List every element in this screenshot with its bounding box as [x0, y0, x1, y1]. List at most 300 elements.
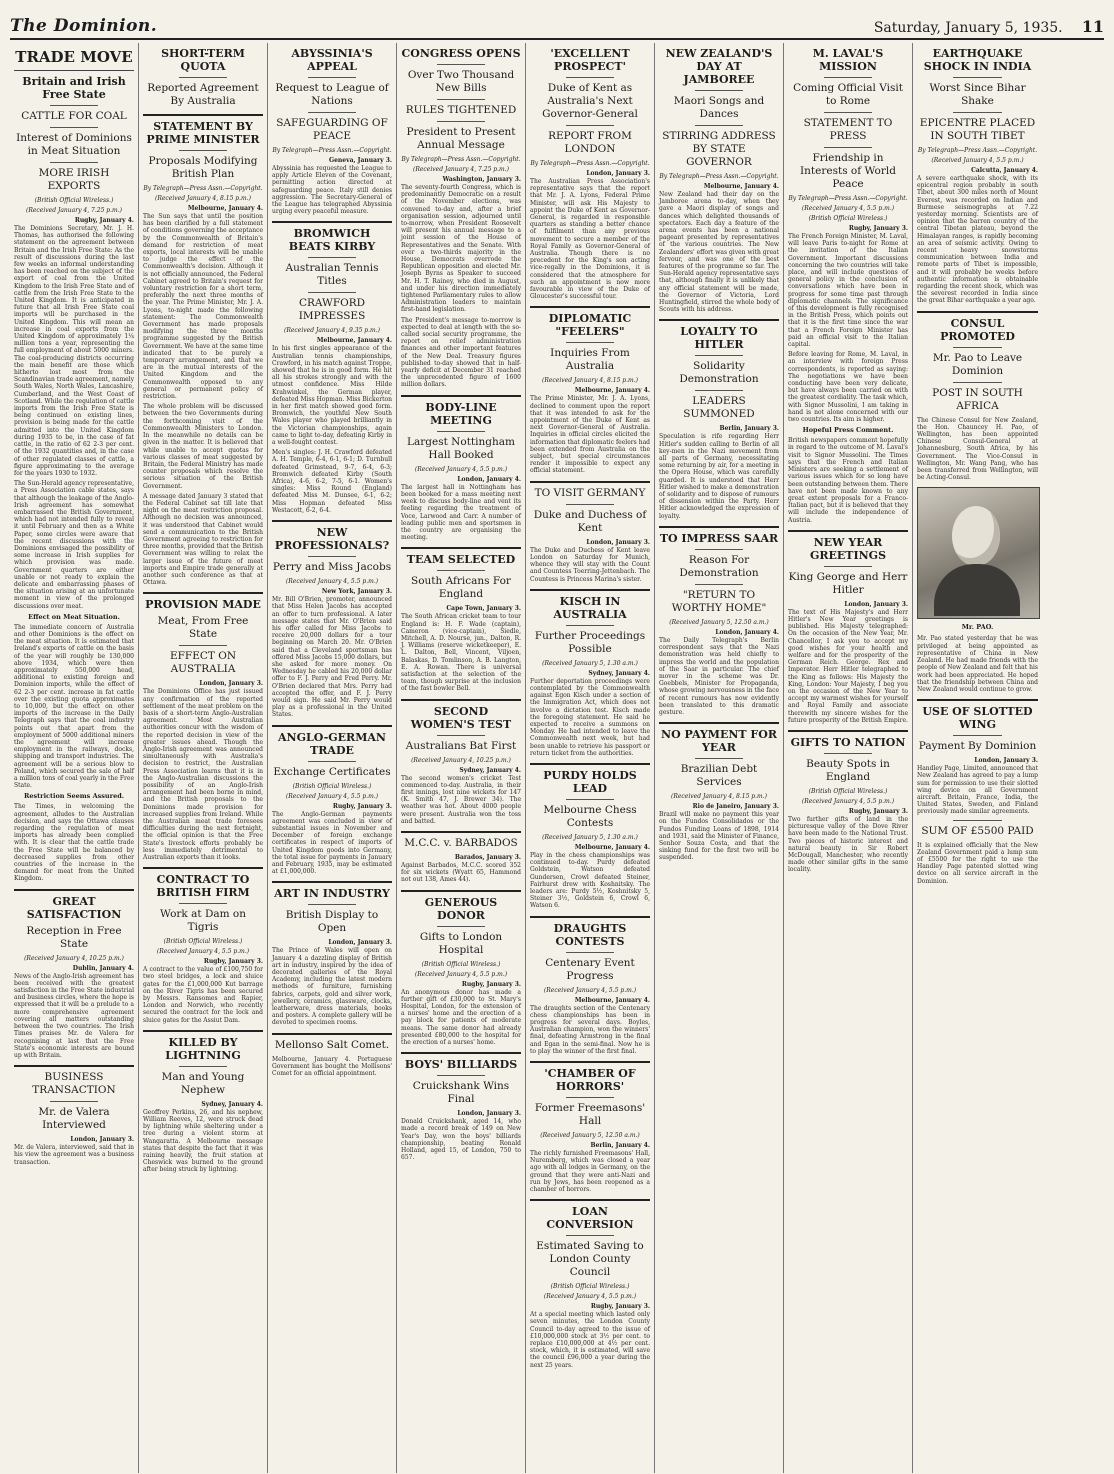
divider [788, 530, 908, 532]
subheadline: Request to League of Nations [275, 82, 389, 107]
headline: BROMWICH BEATS KIRBY [288, 227, 376, 254]
headline: TEAM SELECTED [406, 553, 516, 567]
divider [695, 549, 743, 550]
divider [179, 77, 227, 78]
credit-line: (Received January 4, 5.5 p.m.) [801, 205, 895, 212]
subheadline: Further Proceedings Possible [534, 629, 646, 655]
divider [143, 592, 263, 594]
headline: KILLED BY LIGHTNING [165, 1035, 241, 1062]
credit-line: (Received January 4, 5.5 p.m.) [801, 797, 895, 805]
divider [401, 890, 521, 892]
subheadline: Cruickshank Wins Final [412, 1080, 510, 1106]
subheadline: Duke of Kent as Australia's Next Governor-General [542, 82, 638, 120]
headline: TO IMPRESS SAAR [659, 531, 779, 545]
credit-line: (Received January 4, 10.25 p.m.) [24, 954, 124, 962]
headline: 'EXCELLENT PROSPECT' [550, 47, 630, 73]
page-number: 11 [1081, 17, 1104, 36]
article-body: Against Barbados, M.C.C. scored 352 for six wickets (Wyatt 65, Hammond not out 138, Ames 44). [401, 861, 521, 884]
divider [566, 799, 614, 800]
portrait-suit [934, 564, 1020, 616]
article-body: News of the Anglo-Irish agreement has been received with the greatest satisfaction in the Free State industrial and business circles, where the hope is expressed that it will be a prelude to a more comprehensive agreement covering all matters outstanding between the two countries. The Irish Times praises Mr. de Valera for recognising at last that the Free State's economic interests are bound up with Britain. [14, 972, 134, 1059]
dateline: Cape Town, January 3. [446, 605, 521, 613]
subheadline: Mr. de Valera Interviewed [38, 1106, 110, 1132]
article-body: Brazil will make no payment this year on the Fundos Consolidados or the Fundos Funding Loans of 1898, 1914 and 1931, said the Minister of Finance, Senhor Souza Costa, and that the sinking fund for the first two will be suspended. [659, 811, 779, 862]
dateline: Melbourne, January 4. [316, 337, 392, 345]
headline: DIPLOMATIC "FEELERS" [548, 312, 632, 339]
dateline: Rugby, January 3. [848, 807, 908, 815]
credit-line: (Received January 4, 5.5 p.m.) [931, 157, 1024, 164]
divider [272, 221, 392, 223]
column-3 [268, 43, 397, 1473]
divider [659, 526, 779, 528]
subheadline: Mellonso Salt Comet. [274, 1038, 390, 1051]
subheadline: Gifts to London Hospital [419, 930, 503, 956]
headline: GREAT SATISFACTION [26, 894, 122, 921]
dateline: London, January 3. [586, 538, 650, 546]
subheadline: Former Freemasons' Hall [534, 1101, 646, 1127]
divider [659, 319, 779, 321]
headline: BODY-LINE MEETING [425, 400, 497, 427]
article-body: The immediate concern of Australia and other Dominions is the effect on the meat situation. It is estimated that Ireland's exports of cattle on the basis of the year will roughly be 130,000 above 1934, which were then approximately 550,000 head, additional to existing foreign and Dominion imports, while the effect of 62 2-3 per cent. increase in fat cattle over the existing quota approximates to 10,000, but the effect on other imports of the increase in the Daily Telegraph says that the coal industry points out that apart from the employment of 5000 additional miners the agreement will increase employment in the railways, docks, shipping and transport industries. The agreement will be a serious blow to Poland, which secured the sale of half a million tons of coal yearly in the Free State. [14, 623, 134, 790]
dateline: London, January 3. [199, 680, 263, 688]
article-body: The Duke and Duchess of Kent leave London on Saturday for Munich, whence they will stay with the Count and Countess Toerring-Jettenbach. The Countess is Princess Marina's sister. [530, 546, 650, 583]
divider [143, 114, 263, 116]
credit-line: (Received January 5, 12.50 a.m.) [669, 618, 769, 626]
divider [566, 1097, 614, 1098]
divider [401, 1052, 521, 1054]
headline: GIFTS TO NATION [790, 735, 906, 749]
subheadline: Brazilian Debt Services [680, 763, 758, 789]
subheadline: Reported Agreement By Australia [147, 82, 259, 107]
columns [10, 43, 1104, 1473]
subheadline: "RETURN TO WORTHY HOME" [671, 588, 767, 614]
article-body: The Sun-Herald agency representative, a Press Association cable states, says that although the leakage of the Anglo-Irish agreement has somewhat embarrassed the British Government, which had not intended fully to reveal it until February and then as a White Paper, some circles were aware that the recent discussions with the Dominions envisaged the possibility of some increase in Irish supplies for which provision was made. Government quarters are either unable or not ready to explain the delicate and embarrassing phases of the situation arising at an unfortunate moment in view of the prolonged discussions over meat. [14, 480, 134, 610]
article-body: Men's singles: J. H. Crawford defeated A. H. Temple, 6-4, 6-1, 6-1; D. Turnbull defeated Grimstead, 9-7, 6-4, 6-3; Bromwich defeated Kirby (South Africa), 4-6, 6-2, 7-5, 6-1. Women's singles: Miss Round (England) defeated Miss M. Dunsee, 6-1, 6-2; Miss Hopman defeated Miss Westacott, 6-2, 6-4. [272, 449, 392, 514]
article-body: Melbourne, January 4. Portuguese Government has bought the Mollisons' Comet for an official appointment. [272, 1055, 392, 1078]
subheadline: LEADERS SUMMONED [683, 395, 755, 421]
subheadline: BUSINESS TRANSACTION [32, 1071, 116, 1097]
article-body: The draughts section of the Centenary chess championships has been in progress for several days. Boyles, Australian champion, won the winners' final, defeating Armstrong in the final and Egan in the semi-final. Now he is to play the winner of the first final. [530, 1004, 650, 1055]
divider [695, 90, 743, 91]
article-body: The second women's cricket Test commenced to-day. Australia, in their first innings, lost nine wickets for 147 (K. Smith 47, J. Brewer 34). The weather was hot. About 4000 people were present. Australia won the toss and batted. [401, 774, 521, 825]
headline: SHORT-TERM QUOTA [161, 47, 245, 73]
divider [308, 761, 356, 762]
column-1 [10, 43, 139, 1473]
article-body: New Zealand had their day on the Jamboree arena to-day, when they gave a Maori display of songs and dances which delighted thousands of spectators. Each day a feature of the arena events has been a national pageant presented by representatives of the various countries. The New Zealanders' effort was given with great fervour, and was one of the best features of the programme so far. The Sun-Herald agency representative says that, although finally it is unlikely that any official statement will be made, the Governor of Victoria, Lord Huntingfield, stirred the whole body of Scouts with his address. [659, 191, 779, 314]
dateline: Rugby, January 3. [590, 1303, 650, 1311]
divider [437, 926, 485, 927]
headline: SECOND WOMEN'S TEST [410, 704, 512, 731]
credit-line: (Received January 5, 1.30 a.m.) [542, 833, 638, 841]
dateline: London, January 3. [457, 1110, 521, 1118]
article-body: Abyssinia has requested the League to apply Article Eleven of the Covenant, permitting action directed at safeguarding peace. Italy still denies aggression. The Secretary-General of the League has telegraphed Abyssinia urging every peaceful measure. [272, 165, 392, 216]
article-body: An anonymous donor has made a further gift of £30,000 to St. Mary's Hospital, London, for the extension of a nurses' home and the erection of a pay block for patients of moderate means. The same donor had already presented £80,000 to the hospital for the erection of a nurses' home. [401, 988, 521, 1046]
subheadline: Beauty Spots in England [806, 757, 890, 783]
portrait-face [952, 506, 1000, 566]
divider [401, 699, 521, 701]
headline: GENEROUS DONOR [424, 895, 498, 922]
dateline: Sydney, January 4. [459, 766, 521, 774]
divider [953, 382, 1001, 383]
divider [659, 722, 779, 724]
article-body: Further deportation proceedings were contemplated by the Commonwealth against Egon Kisch under a section of the Immigration Act, which does not involve a dictation test. Kisch made the foregoing statement. He said he expected to receive a summons on Monday. He had intended to leave the Commonwealth next week, but had been unable to retrieve his passport or return ticket from the authorities. [530, 677, 650, 757]
article-body: A message dated January 3 stated that the Federal Cabinet sat till late that night on the meat restriction proposal. Although no decision was announced, it was understood that Cabinet would send a communication to the British Government agreeing to restriction for three months, provided that the British Government was willing to relax the larger issue of the future of meat imports and Empire trade generally at another such conference as that at Ottawa. [143, 492, 263, 587]
subheadline: RULES TIGHTENED [405, 104, 517, 116]
dateline: Melbourne, January 4. [574, 387, 650, 395]
divider [179, 903, 227, 904]
divider [566, 504, 614, 505]
dateline: London, January 3. [328, 939, 392, 947]
headline: ART IN INDUSTRY [274, 887, 390, 901]
divider [272, 1033, 392, 1035]
subheadline: Over Two Thousand New Bills [407, 69, 515, 94]
divider [953, 735, 1001, 736]
credit-line: (British Official Wireless.) [421, 960, 501, 968]
subheadline: SAFEGUARDING OF PEACE [276, 117, 388, 142]
credit-line: By Telegraph—Press Assn.—Copyright. [530, 160, 650, 167]
newspaper-name: The Dominion. [10, 16, 158, 36]
divider [695, 355, 743, 356]
dateline: London, January 4. [457, 475, 521, 483]
dateline: Rugby, January 4. [74, 217, 134, 224]
article-body: British newspapers comment hopefully in regard to the outcome of M. Laval's visit to Signor Mussolini. The Times says that the French and Italian Ministers are seeking a settlement of various issues which for so long have been outstanding between them. There have not been made known to any great extent proposals for a Franco-Italian pact, but it is believed that they will include the independence of Austria. [788, 437, 908, 524]
article-body: Before leaving for Rome, M. Laval, in an interview with foreign Press correspondents, is reported as saying: The negotiations we have been conducting have been very delicate, but have always been carried on with the greatest cordiality. The task which, with Signor Mussolini, I am taking in hand is not alone concerned with our two countries. Its aim is higher. [788, 351, 908, 424]
article-body: The Dominions Office has just issued any confirmation of the reported settlement of the meat problem on the basis of a short-term Anglo-Australian agreement. Most Australian authorities concur with the wisdom of the reported decision in view of the greater issues ahead. Though the Anglo-Irish agreement was announced simultaneously with Australia's decision to restrict, the Australian Press Association learns that it is in the Anglo-Australian discussions the possibility of an Anglo-Irish arrangement had been borne in mind, and the British proposals to the Dominions made provision for increased supplies from Ireland. While the Australian meat trade foresees difficulties during the next fortnight, the official opinion is that the Free State's livestock efforts probably be less immediately detrimental to Australian exports than it looks. [143, 688, 263, 862]
divider [566, 952, 614, 953]
credit-line: (Received January 4, 8.15 p.m.) [542, 377, 638, 385]
dateline: Rugby, January 3. [332, 802, 392, 810]
divider [308, 904, 356, 905]
divider [437, 431, 485, 432]
headline: LOYALTY TO HITLER [680, 325, 758, 352]
dateline: Rio de Janeiro, January 3. [692, 803, 779, 811]
dateline: London, January 3. [974, 757, 1038, 765]
headline: CONSUL PROMOTED [940, 316, 1015, 343]
dateline: Sydney, January 4. [588, 669, 650, 677]
divider [14, 889, 134, 891]
credit-line: (British Official Wireless.) [808, 787, 888, 795]
headline: 'CHAMBER OF HORRORS' [544, 1066, 636, 1093]
headline: KISCH IN AUSTRALIA [553, 594, 627, 621]
divider [50, 162, 98, 163]
dateline: London, January 3. [586, 170, 650, 177]
divider [566, 625, 614, 626]
article-body: The Prince of Wales will open on January 4 a dazzling display of British art in industry, inspired by the idea of decorated galleries of the Royal Academy, including the latest modern methods of furniture, furnishing fabrics, carpets, gold and silver work, jewellery, ceramics, glassware, clocks, leatherware, dress materials, books and posters. A complete gallery will be devoted to specimen rooms. [272, 947, 392, 1027]
dateline: London, January 3. [844, 600, 908, 608]
divider [50, 105, 98, 106]
divider [953, 347, 1001, 348]
credit-line: (Received January 4, 5.5 p.m.) [156, 948, 250, 956]
divider [272, 881, 392, 883]
divider [530, 763, 650, 765]
photo-caption: Mr. PAO. [961, 623, 994, 632]
headline: USE OF SLOTTED WING [922, 705, 1033, 732]
divider [437, 64, 485, 65]
divider [530, 916, 650, 918]
divider [788, 730, 908, 732]
article-body: Speculation is rife regarding Herr Hitler's sudden calling to Berlin of all key-men in the Nazi movement from all parts of Germany, necessitating some returning by air, for a meeting in the Opera House, which was carefully guarded. It is understood that Herr Hitler wished to make a demonstration of solidarity and to dispose of rumours of dissension within the Party. Herr Hitler acknowledged the expression of loyalty. [659, 433, 779, 520]
subheadline: CRAWFORD IMPRESSES [298, 297, 366, 323]
credit-line: (British Official Wireless.) [808, 215, 888, 222]
article-body: The Times, in welcoming the agreement, alludes to the Australian decision, and says the Ottawa clauses regarding the regulation of meat imports has already been complied with. It is clear that the cattle trade the Free State will be balanced by decreased supplies from other countries of the increase in the demand for meat from the United Kingdom. [14, 803, 134, 883]
issue-date: Saturday, January 5, 1935. [873, 20, 1063, 36]
divider [308, 292, 356, 293]
article-body: The Anglo-German payments agreement was concluded in view of substantial issues in November and December of foreign exchange certificates in respect of imports of United Kingdom goods into Germany, the total issue for payments in January and February, 1935, may be estimated at £1,000,000. [272, 810, 392, 876]
section-subhead: Restriction Seems Assured. [23, 792, 125, 801]
dateline: Sydney, January 4. [201, 1100, 263, 1108]
divider [50, 1101, 98, 1102]
article-body: The text of His Majesty's and Herr Hitler's New Year greetings is published. His Majesty telegraphed: On the occasion of the New Year, Mr. Chancellor, I ask you to accept my good wishes for your health and welfare and for the prosperity of the German Reich. George. Rex and Imperator. Herr Hitler telegraphed to the King as follows: His Majesty the King, London: Your Majesty, I beg you on the occasion of the New Year to accept my warmest wishes for yourself and Royal Family and associate therewith my sincere wishes for the future prosperity of the British Empire. [788, 608, 908, 724]
divider [437, 735, 485, 736]
headline: DRAUGHTS CONTESTS [553, 921, 627, 948]
subheadline: Solidarity Demonstration [679, 360, 759, 386]
subheadline: Exchange Certificates [273, 765, 391, 778]
subheadline: EFFECT ON AUSTRALIA [169, 650, 237, 676]
subheadline: MORE IRISH EXPORTS [38, 167, 110, 192]
divider [530, 1199, 650, 1201]
headline: PURDY HOLDS LEAD [543, 768, 637, 795]
subheadline: Friendship in Interests of World Peace [800, 152, 896, 190]
credit-line: By Telegraph—Press Assn.—Copyright. [143, 185, 263, 192]
headline: Britain and Irish Free State [22, 75, 126, 101]
column-2 [139, 43, 268, 1473]
subheadline: Reason For Demonstration [679, 553, 759, 579]
dateline: Melbourne, January 4. [187, 205, 263, 212]
headline: LOAN CONVERSION [546, 1205, 634, 1232]
divider [401, 547, 521, 549]
divider [824, 566, 872, 567]
article-body: The Prime Minister, Mr. J. A. Lyons, declined to comment upon the report that it was intended to ask for the appointment of the Duke of Kent as next Governor-General of Australia. Inquiries in official circles elicited the information that diplomatic feelers had been extended from Australia on the subject, but special circumstances render it impossible to expect any official statement. [530, 395, 650, 475]
credit-line: By Telegraph—Press Assn.—Copyright. [401, 156, 521, 163]
article-body: Play in the chess championships was continued to-day. Purdy defeated Goldstein, Watson defeated Gundersen, Crowl defeated Steiner, Fairhurst drew with Koshnitsky. The leaders are: Purdy 5½, Koshnitsky 5, Steiner 3½, Goldstein 6, Crowl 6, Watson 6. [530, 851, 650, 910]
subheadline: M.C.C. v. BARBADOS [404, 836, 518, 849]
headline: BOYS' BILLIARDS [404, 1058, 518, 1072]
dateline: Berlin, January 3. [719, 425, 779, 433]
divider [917, 311, 1038, 313]
subheadline: Coming Official Visit to Rome [793, 82, 903, 107]
credit-line: (Received January 5, 1.30 a.m.) [542, 659, 638, 667]
subheadline: Centenary Event Progress [545, 956, 635, 982]
subheadline: Australian Tennis Titles [285, 262, 379, 288]
divider [179, 645, 227, 646]
subheadline: Proposals Modifying British Plan [148, 155, 258, 180]
credit-line: (Received January 4, 5.5 p.m.) [543, 986, 637, 994]
credit-line: (Received January 4, 7.25 p.m.) [413, 166, 509, 173]
article-body: Mr. de Valera, interviewed, said that in his view the agreement was a business transaction. [14, 1144, 134, 1166]
column-8 [913, 43, 1042, 1473]
article-body: It is explained officially that the New Zealand Government paid a lump sum of £5500 for the right to use the Handley Page patented slotted wing device on all service aircraft in the Dominion. [917, 841, 1038, 885]
article-body: Handley Page, Limited, announced that New Zealand has agreed to pay a lump sum for permission to use their slotted wing device on all Government aircraft. Britain, France, India, the United States, Sweden, and Finland previously made similar agreements. [917, 765, 1038, 816]
subheadline: Melbourne Chess Contests [543, 803, 637, 829]
dateline: London, January 3. [70, 1136, 134, 1144]
divider [953, 820, 1001, 821]
dateline: Melbourne, January 4. [703, 183, 779, 190]
dateline: London, January 4. [715, 628, 779, 636]
subheadline: Mr. Pao to Leave Dominion [932, 351, 1023, 377]
column-6 [655, 43, 784, 1473]
section-subhead: Hopeful Press Comment. [802, 426, 894, 435]
headline: NO PAYMENT FOR YEAR [661, 728, 777, 755]
divider [824, 77, 872, 78]
credit-line: (British Official Wireless.) [292, 782, 372, 790]
section-subhead: Effect on Meat Situation. [28, 612, 120, 621]
masthead-right [874, 17, 1104, 36]
divider [695, 125, 743, 126]
divider [530, 481, 650, 483]
subheadline: Estimated Saving to London County Council [536, 1240, 644, 1279]
credit-line: (Received January 4, 9.35 p.m.) [284, 327, 380, 335]
article-body: At a special meeting which lasted only seven minutes, the London County Council to-day agreed to the issue of £10,000,000 stock at 3½ per cent. to replace £10,000,000 at 4½ per cent. stock, which, it is estimated, will save the council £96,000 a year during the next 25 years. [530, 1311, 650, 1369]
divider [308, 112, 356, 113]
subheadline: SUM OF £5500 PAID [921, 824, 1034, 837]
subheadline: TO VISIT GERMANY [534, 486, 646, 499]
divider [179, 1066, 227, 1067]
divider [824, 112, 872, 113]
divider [566, 342, 614, 343]
subheadline: Duke and Duchess of Kent [533, 508, 647, 534]
credit-line: (Received January 4, 5.5 p.m.) [414, 970, 508, 978]
headline: NEW PROFESSIONALS? [274, 526, 390, 553]
divider [437, 1075, 485, 1076]
divider [530, 589, 650, 591]
credit-line: (Received January 4, 7.25 p.m.) [26, 207, 122, 214]
article-body: Geoffrey Perkins, 26, and his nephew, William Reeves, 12, were struck dead by lightning while sheltering under a tree during a violent storm at Wangaratta. A Melbourne message states that despite the fact that it was raining heavily, the fruit station at Cheswick was burned to the ground after being struck by lightning. [143, 1108, 263, 1174]
article-body: The Chinese Consul for New Zealand, the Hon. Chauncey H. Pao, of Wellington, has been appointed Chinese Consul-General at Johannesburg, South Africa, by his Government. The Vice-Consul in Wellington, Mr. Wang Pang, who has been transferred from Wellington, will be Acting-Consul. [917, 416, 1038, 482]
divider [272, 725, 392, 727]
article-body: The Sun says that until the position has been clarified by a full statement of conditions governing the acceptance by the Commonwealth of Britain's demand for restriction of meat exports, local interests will be unable to judge the effect of the Commonwealth's decision. Although it is not officially announced, the Federal Cabinet agreed to Britain's request for voluntary restriction for a short term, preferably the next three months of the year. The Prime Minister, Mr. J. A. Lyons, to-night made the following statement: The Commonwealth Government has made proposals modifying the three months programme suggested by the British Government. We have at the same time indicated that to be purely a temporary arrangement, and that we are in the mutual interests of the United Kingdom and the Commonwealth opposed to any general or permanent policy of restriction. [143, 213, 263, 401]
divider [401, 831, 521, 833]
dateline: Calcutta, January 4. [971, 167, 1038, 174]
divider [530, 306, 650, 308]
credit-line: (Received January 4, 5.5 p.m.) [285, 792, 379, 800]
subheadline: Meat, From Free State [157, 615, 249, 641]
subheadline: King George and Herr Hitler [788, 570, 908, 596]
credit-line: (Received January 5, 12.50 a.m.) [540, 1131, 640, 1139]
article-body: A severe earthquake shock, with its epicentral region probably in south Tibet, about 300 miles north of Mount Everest, was recorded on Indian and Burmese seismographs at 7.22 yesterday morning. Scientists are of opinion that the barren country of the central Tibetan plateau, beyond the Himalayan ranges, is rapidly becoming an area of seismic activity. Owing to recent heavy snowstorms communication between India and remote parts of Tibet is impossible, and it will probably be weeks before authentic information is obtainable regarding the recent shock, which was the severest recorded in India since the great Bihar earthquake a year ago. [917, 175, 1038, 305]
dateline: Dublin, January 4. [72, 964, 134, 972]
credit-line: (British Official Wireless.) [550, 1283, 630, 1291]
headline: CONTRACT TO BRITISH FIRM [156, 873, 250, 900]
divider [437, 570, 485, 571]
divider [308, 77, 356, 78]
subheadline: CATTLE FOR COAL [21, 110, 127, 122]
subheadline: Australians Bat First [405, 739, 517, 752]
article-body: A contract to the value of £100,750 for two steel bridges, a lock and sluice gates for the £1,000,000 Kut barrage on the River Tigris has been secured by Messrs. Ransomes and Rapier, London and Norwich, who recently secured the contract for the lock and sluice gates for the Assiut Dam. [143, 966, 263, 1024]
divider [824, 753, 872, 754]
subheadline: Reception in Free State [26, 924, 122, 950]
credit-line: By Telegraph—Press Assn.—Copyright. [788, 195, 908, 202]
article-body: Mr. Pao stated yesterday that he was privileged at being appointed as representative of China in New Zealand. He had made friends with the people of New Zealand and felt that his work had been appreciated. He hoped that the friendship between China and New Zealand would continue to grow. [917, 635, 1038, 693]
column-5 [526, 43, 655, 1473]
article-body: The President's message to-morrow is expected to deal at length with the so-called social security programme, the report on relief administration finances and other important features of the New Deal. Treasury figures published to-day showed that in half-yearly deficit at December 31 reached the unprecedented figure of 1600 million dollars. [401, 316, 521, 389]
article-body: The Dominions Secretary, Mr. J. H. Thomas, has authorised the following statement on the agreement between Britain and the Irish Free State: As the result of discussions during the last few weeks an informal understanding has been reached on the subject of the export of coal from the United Kingdom to the Irish Free State and of cattle from the Irish Free State to the United Kingdom. It is anticipated in future that all Irish Free State coal imports will be purchased in the United Kingdom. This will mean an increase in coal exports from the United Kingdom of approximately 1¼ million tons a year, representing the full employment of about 5000 miners. The coal-producing districts occurring the main benefit are those which hitherto lost most from the Scandinavian trade agreement, namely South Wales, North Wales, Lancashire, Cumberland, and the West Coast of Scotland. While the regulation of cattle imports from the Irish Free State is being continued on existing lines, provision is being made for the cattle admitted into the United Kingdom during 1935 to be, in the case of fat cattle, in the ratio of 62 2-3 per cent. of the 1932 quantities and, in the case of other regulated classes of cattle, a figure approximating to the average for the years 1930 to 1932. [14, 225, 134, 477]
divider [953, 112, 1001, 113]
article-body: In his first singles appearance of the Australian tennis championships, Crawford, in his match against Troppe, showed that he is in good form. He hit all his strokes strongly and with the utmost confidence. Miss Hilde Krahwinkel, the German player, defeated Miss Hopman. Miss Bickerton in her first match showed good form. Bromwich, the youthful New South Wales player who played brilliantly in the Victorian championships, again came to light to-day, defeating Kirby in a well-fought contest. [272, 345, 392, 447]
headline: PROVISION MADE [145, 598, 261, 612]
divider [824, 147, 872, 148]
subheadline: South Africans For England [411, 575, 511, 601]
divider [566, 125, 614, 126]
headline: ANGLO-GERMAN TRADE [278, 730, 386, 757]
divider [401, 395, 521, 397]
portrait-photo [917, 487, 1040, 619]
subheadline: STATEMENT TO PRESS [803, 117, 893, 142]
subheadline: Man and Young Nephew [161, 1070, 245, 1096]
subheadline: President to Present Annual Message [406, 126, 516, 151]
dateline: Berlin, January 4. [590, 1141, 650, 1149]
credit-line: By Telegraph—Press Assn.—Copyright. [272, 147, 392, 154]
subheadline: Payment By Dominion [918, 740, 1037, 753]
credit-line: (British Official Wireless.) [34, 197, 114, 204]
article-body: Two further gifts of land in the picturesque valley of the Dove River have been made to the National Trust. Two pieces of historic interest and natural beauty in Sir Robert McDougall, Manchester, who recently made other similar gifts in the same locality. [788, 815, 908, 874]
subheadline: EPICENTRE PLACED IN SOUTH TIBET [919, 117, 1036, 142]
article-body: The whole problem will be discussed between the two Governments during the forthcoming visit of the Commonwealth Ministers to London. In the meanwhile no details can be given in the matter. It is believed that while unable to accept quotas for various classes of meat suggested by Britain, the Federal Ministry has made counter proposals which resolve the serious situation of the British Government. [143, 403, 263, 490]
subheadline: Maori Songs and Dances [673, 95, 765, 120]
article-body: The richly furnished Freemasons' Hall, Nuremberg, which was closed a year ago with all lodges in Germany, on the ground that they were anti-Nazi and run by Jews, has been reopened as a chamber of horrors. [530, 1149, 650, 1193]
divider [143, 1030, 263, 1032]
headline: ABYSSINIA'S APPEAL [291, 47, 373, 73]
divider [566, 77, 614, 78]
masthead [10, 6, 1104, 40]
headline: EARTHQUAKE SHOCK IN INDIA [923, 47, 1032, 73]
dateline: Melbourne, January 4. [574, 996, 650, 1004]
divider [308, 556, 356, 557]
divider [143, 867, 263, 869]
credit-line: (Received January 4, 5.5 p.m.) [285, 578, 379, 586]
dateline: Rugby, January 3. [848, 225, 908, 232]
divider [437, 99, 485, 100]
dateline: Geneva, January 3. [328, 157, 392, 164]
divider [566, 1235, 614, 1236]
subheadline: STIRRING ADDRESS BY STATE GOVERNOR [662, 130, 776, 168]
divider [14, 1065, 134, 1067]
subheadline: POST IN SOUTH AFRICA [932, 386, 1023, 412]
divider [953, 77, 1001, 78]
divider [272, 520, 392, 522]
divider [917, 699, 1038, 701]
divider [308, 257, 356, 258]
subheadline: REPORT FROM LONDON [548, 130, 632, 155]
column-4 [397, 43, 526, 1473]
divider [179, 150, 227, 151]
article-body: The seventy-fourth Congress, which is predominantly Democratic on a result of the November elections, was convened to-day and, after a brief organisation session, adjourned until to-morrow, when President Roosevelt will present his annual message to a joint session of the House of Representatives and the Senate. With over a two-thirds majority in the House, Democrats overrode the Republican opposition and elected Mr. Joseph Byrns as Speaker to succeed Mr. H. T. Rainey, who died in August, and under his direction immediately tightened Parliamentary rules to allow Administration leaders to maintain first-hand legislation. [401, 184, 521, 314]
credit-line: By Telegraph—Press Assn.—Copyright. [659, 173, 779, 180]
article-body: Donald Cruickshank, aged 14, who made a record break of 149 on New Year's Day, won the boys' billiards championship, beating Ronald Holland, aged 15, of London, 750 to 657. [401, 1118, 521, 1162]
dateline: Rugby, January 3. [203, 958, 263, 966]
divider [50, 127, 98, 128]
dateline: New York, January 3. [321, 588, 392, 596]
subheadline: Interest of Dominions in Meat Situation [16, 132, 132, 157]
credit-line: (Received January 4, 8.15 p.m.) [671, 793, 767, 801]
divider [437, 121, 485, 122]
article-body: The Daily Telegraph's Berlin correspondent says that the Nazi demonstration was held chiefly to impress the world and the population of the Saar in particular. The chief mover in the scheme was Dr. Goebbels, Minister for Propaganda, whose growing nervousness in the face of recent rumours has now evidently been translated to this dramatic gesture. [659, 636, 779, 716]
credit-line: (Received January 4, 10.25 p.m.) [411, 756, 511, 764]
article-body: The French Foreign Minister, M. Laval, will leave Paris to-night for Rome at the invitation of the Italian Government. Important discussions concerning the two countries will take place, and will include questions of general policy in the conclusion of conversations which have been in progress for some time past through diplomatic channels. The significance of this development is fully recognised in the British Press, which points out that it is the first time since the war that a French Foreign Minister has paid an official visit to the Italian capital. [788, 233, 908, 349]
dateline: Melbourne, January 4. [574, 843, 650, 851]
headline: STATEMENT BY PRIME MINISTER [146, 120, 260, 146]
photo-block [917, 487, 1038, 631]
subheadline: Worst Since Bihar Shake [929, 82, 1026, 107]
divider [530, 1061, 650, 1063]
article-body: The South African cricket team to tour England is: H. F. Wade (captain), Cameron (vice-captain), Siedle, Mitchell, A. D. Nourse, jun., Dalton, R. J. Williams (reserve wicketkeeper), E. L. Dalton, Bell, Vincent, Viljoen, Balaskas, D. Tomlinson, A. B. Langton, E. A. Rowan. There is universal satisfaction at the selection of the team, though surprise at the inclusion of the fast bowler Bell. [401, 613, 521, 693]
credit-line: (Received January 4, 5.5 p.m.) [543, 1293, 637, 1301]
credit-line: By Telegraph—Press Assn.—Copyright. [917, 147, 1038, 154]
subheadline: British Display to Open [285, 909, 379, 935]
headline: TRADE MOVE [14, 49, 134, 71]
article-body: The Australian Press Association's representative says that the report that Mr. J. A. Lyons, Federal Prime Minister, will ask His Majesty to appoint the Duke of Kent as Governor-General, is regarded in responsible quarters as standing a better chance of fulfilment than any previous movement to secure a member of the Royal Family as Governor-General of Australia. Though there is no precedent for the King's son acting vice-regally in the Dominions, it is considered that the atmosphere for such an appointment is now more favourable in view of the Duke of Gloucester's successful tour. [530, 178, 650, 301]
headline: CONGRESS OPENS [401, 47, 521, 60]
credit-line: (Received January 4, 5.5 p.m.) [414, 465, 508, 473]
